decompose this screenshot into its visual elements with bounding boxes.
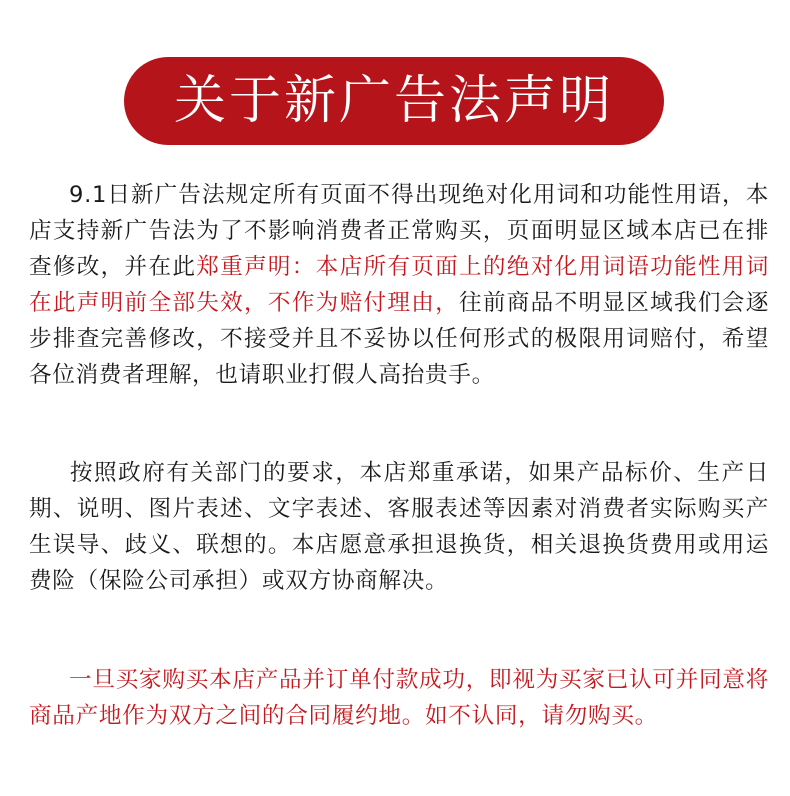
paragraph-purchase-agreement <box>29 662 769 734</box>
commitment-text: 按照政府有关部门的要求，本店郑重承诺，如果产品标价、生产日期、说明、图片表述、文字表述、客服表述等因素对消费者实际购买产生误导、歧义、联想的。本店愿意承担退换货，相关退换货费用或用运费险（保险公司承担）或双方协商解决。 <box>29 460 769 594</box>
statement-text-part1: 9.1日新广告法规定所有页面不得出现绝对化用词和功能性用语，本店支持新广告法为了不影响消费者正常购买，页面明显区域本店已在排查修改，并在此 <box>29 182 769 280</box>
paragraph-advertising-law-statement <box>29 177 769 393</box>
paragraph-commitment <box>29 455 769 599</box>
page-title: 关于新广告法声明 <box>173 71 614 131</box>
purchase-agreement-text: 一旦买家购买本店产品并订单付款成功，即视为买家已认可并同意将商品产地作为双方之间的合同履约地。如不认同，请勿购买。 <box>29 667 769 729</box>
statement-text-emphasis: 郑重声明：本店所有页面上的绝对化用词语功能性用词在此声明前全部失效，不作为赔付理由， <box>29 254 769 316</box>
statement-text-part3: 往前商品不明显区域我们会逐步排查完善修改，不接受并且不妥协以任何形式的极限用词赔付，希望各位消费者理解，也请职业打假人高抬贵手。 <box>29 290 769 388</box>
title-banner <box>124 57 664 145</box>
